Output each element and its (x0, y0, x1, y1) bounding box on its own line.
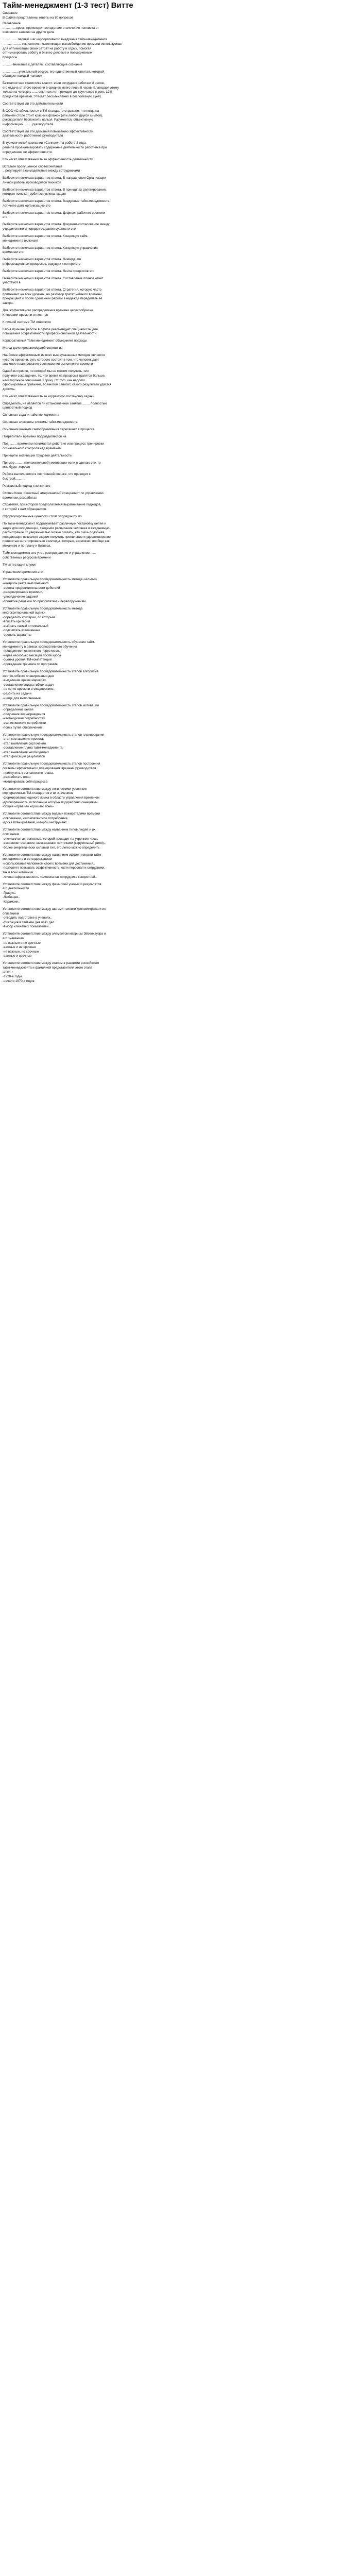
question-line: Выберите несколько вариантов ответа. Лента процессов это (3, 269, 94, 273)
question-line: так и всей компании... (3, 871, 36, 875)
question-line: ценностный подход (3, 406, 32, 410)
question-line: многокритериальной оценки (3, 611, 46, 615)
question-line: задач для координации, сведения расписания человека в ежедневную (3, 526, 110, 530)
question-line: его значением (3, 936, 25, 940)
question-line: -отвлечение, некомпетентное потребление (3, 816, 68, 820)
question-line: ...регулирует взаимодействие между сотрудниками (3, 169, 80, 173)
question-line: Управление временем-это (3, 570, 43, 574)
question-line: Наиболее эффективным из всех вышеуказанных методов является (3, 353, 105, 358)
question-line: Установите соответствие между элементом матрицы Эйзенхауэра и (3, 932, 106, 936)
question-item (3, 551, 359, 560)
question-line: -этап выявления необходимых (3, 750, 49, 754)
question-item (3, 578, 359, 604)
question-line: только на четверть ...... опытных лет проходят до двух часов в день-12% (3, 90, 113, 94)
question-line: достичь. (3, 387, 16, 391)
question-line: Выберите несколько вариантов ответа. Составление планов отчет (3, 276, 104, 280)
question-line: Выберите несколько вариантов ответа. В направлении Организации (3, 176, 107, 180)
document-page (0, 0, 361, 989)
question-item (3, 883, 359, 905)
question-item (3, 269, 359, 274)
question-line: Основные задачи тайм-менеджмента (3, 413, 60, 417)
question-line: -подсчитать взвешенные (3, 629, 40, 633)
question-line: Выберите несколько вариантов ответа. Внедрение тайм-менеджмента, (3, 199, 111, 204)
question-item (3, 787, 359, 809)
question-line: -Керамзин.. (3, 900, 20, 904)
question-item (3, 413, 359, 418)
question-item (3, 454, 359, 459)
question-line: -сохраняют сознание, высказывают критиками (карусельный ритм).. (3, 841, 106, 845)
question-line: системы эффективного планирования времени руководителя (3, 767, 96, 771)
question-line: руководителя беспокоить нельзя. Разумеется, объективную (3, 118, 93, 122)
question-line: -возникновение потребности (3, 721, 46, 725)
question-item (3, 607, 359, 638)
question-line: -разбить на задачи (3, 691, 31, 696)
question-line: менеджмента включает (3, 239, 39, 243)
question-line: Установите правильную последовательность этапов планирования (3, 733, 105, 737)
question-line: -вписать критерии (3, 620, 30, 624)
question-item (3, 961, 359, 984)
question-line: -использование человеком своего времени для достижения.. (3, 861, 95, 866)
question-item (3, 188, 359, 197)
question-item (3, 522, 359, 549)
question-line: -1920-е годы (3, 975, 22, 979)
question-line: -общее «правило хорошего тона» (3, 805, 54, 809)
question-item (3, 277, 359, 285)
question-line: В туристической компании «Солнце», на работе 2 года, (3, 141, 87, 145)
question-line: Определить, не является ли установленное занятие......... полностью (3, 401, 107, 405)
question-item (3, 81, 359, 99)
question-line: собственных ресурсов времени (3, 555, 51, 560)
question-line: Выберите несколько вариантов ответа. Стратегия, которую часто (3, 288, 102, 292)
question-item (3, 339, 359, 344)
question-line: основного занятия на другие дела (3, 30, 55, 35)
question-line: Установите соответствие между названием эффективности тайм- (3, 853, 102, 857)
question-line: -личная эффективность человека как сотрудника конкретной.. (3, 875, 97, 879)
question-line: процессы (3, 55, 18, 59)
question-line: -отводить подготовке в учениях.. (3, 916, 52, 920)
question-line: -на сетке времени в ежедневнике. (3, 687, 55, 691)
question-item (3, 853, 359, 880)
question-line: Метод делегирования/целей состоит из (3, 346, 63, 350)
question-item (3, 932, 359, 959)
question-line: корпоративных ТМ-стандартов и их значением (3, 791, 74, 795)
question-item (3, 141, 359, 155)
question-line: информационных процессов, ведущих к потере это (3, 262, 80, 266)
question-line: описанием (3, 911, 19, 916)
question-line: -упорядочение заданий (3, 595, 39, 599)
question-line: обладает каждый человек (3, 74, 42, 78)
question-line: сознательного контроля над временем (3, 446, 62, 450)
question-line: Пример ..........(положительной) мотивации-если я сделаю это, то (3, 461, 101, 465)
question-line: временем это (3, 250, 24, 255)
question-line: Сформулированные ценности стоят упорядочить по (3, 515, 82, 519)
question-line: Стратегия, при которой предполагается выравнивание подходов, (3, 503, 101, 507)
question-item (3, 234, 359, 243)
question-item (3, 484, 359, 489)
question-line: -разработать план (3, 775, 31, 779)
question-line: Установите соответствие между шагами техники хронометража и их (3, 907, 106, 911)
question-line: мне будет хорошо (3, 465, 30, 469)
question-line: -этап выявления сорточения (3, 741, 46, 745)
question-line: прекращают и после сделанной работы в надежде переделать её (3, 297, 102, 301)
question-line: неосторожное отношение к сроку. От того, как надолго (3, 378, 85, 382)
question-line: менеджмента и ее содержанием (3, 857, 52, 861)
question-line: которые поможет добиться успеха, входят (3, 192, 67, 196)
question-list (3, 26, 359, 987)
contents-heading: Оглавление (3, 22, 21, 26)
question-item (3, 223, 359, 231)
question-item (3, 733, 359, 760)
question-line: -составление списка гибких задач (3, 683, 54, 687)
question-line: -выбрать самый оптимальный (3, 624, 48, 628)
question-line: рассмотрение. С уверенностью можно сказать, что лишь подобная (3, 531, 104, 535)
question-line: повышения эффективности профессиональной деятельности (3, 332, 97, 336)
question-line: Кто несет ответственность за эффективность деятельности (3, 157, 93, 161)
question-line: для оптимизации своих затрат на работу и отдых, помогая (3, 46, 91, 50)
question-item (3, 515, 359, 519)
question-item (3, 420, 359, 425)
question-line: -важные и срочные (3, 954, 32, 958)
question-line: Выберите несколько вариантов ответа. Ликвидация (3, 258, 81, 262)
question-line: -не важные, но срочные (3, 950, 39, 954)
question-item (3, 309, 359, 317)
question-line: -резервирование времени, (3, 590, 43, 595)
question-line: -получение вознаграждения (3, 712, 45, 716)
question-line: -этап фиксации результатов (3, 755, 45, 759)
question-line: -принятие решений по приоритетам и перепоручениям (3, 599, 86, 603)
question-line: -фиксация в течение дня всех дел.. (3, 920, 56, 924)
question-line: Выберите несколько вариантов ответа. В принципах делегирования, (3, 188, 107, 192)
question-line: -приступить к выполнению плана. (3, 771, 54, 775)
question-line: учредителями и порядок создания сущности это (3, 227, 76, 231)
question-item (3, 492, 359, 500)
question-line: Безжалостная статистика гласит: если сотрудник работает 8 часов, (3, 81, 105, 86)
question-line: -оценка уровня ТМ-компетенций (3, 658, 52, 662)
question-line: жестко-гибкого планирования дня (3, 674, 54, 678)
question-line: По тайм-менеджмент подразумевает различную постановку целей и (3, 522, 106, 526)
question-line: Установите правильную последовательность обучения тайм- (3, 640, 95, 645)
question-line: -этап составления проекта, (3, 737, 44, 741)
question-line: -проведение постоянного через месяц, (3, 649, 62, 653)
question-item (3, 812, 359, 825)
question-line: -оценка продолжительности действий (3, 586, 60, 590)
question-line: значение планирования соотношения выполнения времени (3, 362, 93, 366)
question-item (3, 102, 359, 107)
question-line: Тайм-менеджмент-это учет, распределение и управление....... (3, 551, 96, 555)
question-item (3, 130, 359, 139)
question-item (3, 246, 359, 255)
question-line: -определить критерии, по которым.. (3, 615, 57, 619)
question-item (3, 472, 359, 481)
question-line: -и еще для выполненные. (3, 696, 42, 700)
question-line: временем, разработал (3, 496, 37, 500)
question-line: логичнее даёт организацию это (3, 204, 50, 208)
question-line: с которой к нам обращаются. (3, 507, 47, 512)
question-item (3, 369, 359, 392)
question-line: чувство времени, суть которого состоит в том, что человек дает (3, 358, 99, 362)
question-line: ...............время происходит вследствие отвлечения человека от (3, 26, 99, 30)
question-item (3, 288, 359, 306)
question-item (3, 461, 359, 470)
question-line: Какие причины работы в офисе рекомендует специалисты для (3, 327, 98, 331)
question-line: описанием (3, 832, 19, 836)
question-item (3, 353, 359, 367)
question-item (3, 670, 359, 701)
question-line: -позволяет повышать эффективность, если персонал и сотрудники, (3, 866, 105, 870)
question-line: определении ее эффективности. (3, 150, 53, 154)
question-line: завтра. (3, 301, 14, 306)
question-line: рабочем столе стоит красный флажок (или любой другой символ), (3, 113, 103, 117)
question-line: получили сокращение, то, что время на процессы тратятся больше, (3, 374, 106, 378)
question-line: ТМ-аттестация служит (3, 563, 37, 567)
question-item (3, 503, 359, 512)
question-item (3, 211, 359, 220)
question-line: Установите правильную последовательность метода (3, 606, 83, 611)
question-line: Стивен Кови, известный американский специалист по управлению (3, 491, 104, 495)
question-line: ..........-внимание к деталям, составляющие сознание (3, 62, 82, 66)
question-item (3, 258, 359, 266)
item-spacer (3, 984, 359, 986)
question-item (3, 570, 359, 575)
question-line: -Грация.. (3, 891, 16, 895)
question-line: Принципы мотивации трудовой деятельности (3, 453, 72, 457)
question-line: Вставьте пропущенное словосочетание (3, 164, 63, 168)
question-line: Выберите несколько вариантов ответа. Концепция тайм- (3, 234, 89, 238)
question-line: -проведение тренинга по программе (3, 663, 58, 667)
question-line: Для эффективного распределения времени целесообразно (3, 309, 93, 313)
question-line: -определение целей (3, 708, 33, 712)
question-line: В ООО «Стабильность» в ТМ-стандарте отражено, что когда на (3, 109, 99, 113)
question-line: Выберите несколько вариантов ответа. Дефицит рабочего времени- (3, 211, 106, 215)
question-line: решила проанализировать содержание деятельности работника при (3, 145, 107, 149)
question-line: -мотивировать себя процесса (3, 779, 48, 784)
question-item (3, 158, 359, 162)
question-line: Потребители времени подразделяются на (3, 435, 66, 439)
question-line: -необходимая потребностей (3, 717, 45, 721)
question-line: Корпоративный Тайм менеджмент объединяет подходы (3, 339, 87, 343)
question-line: -Любищев.. (3, 895, 20, 900)
question-line: процентов времени. Утекает бессмысленно в бесполезную суету. (3, 95, 102, 99)
question-line: -контроль учета выполненного (3, 582, 49, 586)
question-line: Реактивный подход к жизни-это (3, 484, 50, 488)
question-item (3, 38, 359, 60)
question-line: -важные и не срочные (3, 945, 37, 950)
question-line: -выбор ключевых показателей... (3, 925, 51, 929)
question-line: оптимизировать работу и бизнес-деловые и повседневные (3, 51, 92, 55)
question-line: Под......... временем понимается действие или процесс тренировки (3, 442, 104, 446)
question-line: -не важные и не срочные (3, 941, 41, 945)
question-item (3, 907, 359, 929)
question-line: -начало 1970-х годов (3, 979, 35, 983)
question-line: Соответствует ли это действительности (3, 102, 63, 106)
question-line: -доска планирования, которой инструмент... (3, 821, 69, 825)
question-line: применяют на всех уровнях, на разговор тратят немного времени, (3, 292, 103, 296)
question-line: -отличаются активностью, которой проходит на утренние часы, (3, 837, 98, 841)
question-line: информацию ......... руководителя. (3, 122, 54, 126)
question-line: деятельности работников руководителя (3, 134, 63, 138)
question-line: механизм и по-плану и бизнеса. (3, 544, 51, 548)
question-line: Установите правильную последовательность этапов построения (3, 762, 100, 766)
question-item (3, 176, 359, 185)
question-item (3, 109, 359, 127)
question-line: Выберите несколько вариантов ответа. Документ-согласование между (3, 223, 110, 227)
question-line: Установите правильную последовательность этапов алгоритма (3, 670, 99, 673)
question-line: Кто несет ответственность за корректную постановку задачи (3, 394, 95, 398)
question-item (3, 346, 359, 351)
question-line: -выделение время маркерах. (3, 679, 47, 683)
question-line: Основные элементы системы тайм-менеджмента (3, 420, 78, 425)
question-line: Установите соответствие между логическими уровнями (3, 787, 87, 791)
question-line: -через несколько месяцев после курса (3, 653, 61, 657)
question-item (3, 395, 359, 399)
question-line: его отдача от этого времени в среднем всего лишь 8 часов. Благодаря этому (3, 86, 119, 90)
question-line: -более энергетически сильный тип, его легко можно определить (3, 845, 100, 850)
question-line: -2001 г (3, 970, 13, 974)
question-item (3, 704, 359, 731)
question-line: ..................уникальный ресурс, его единственный капитал, который (3, 70, 104, 74)
question-line: быстрой........... (3, 477, 25, 481)
question-line: -договоренность, исполнение которых подкреплено санкциями. (3, 800, 99, 804)
question-item (3, 640, 359, 667)
question-line: Установите соответствие между названием типов людей и их (3, 828, 96, 832)
question-line: -поиск путей обеспечения (3, 725, 42, 730)
question-item (3, 199, 359, 208)
question-line: это (3, 215, 8, 219)
description-text: В файле представлены ответы на 80 вопросов (3, 15, 74, 20)
question-line: полностью интегрироваться в методы, которые, возможно, вообще как (3, 539, 110, 544)
question-item (3, 402, 359, 411)
question-item (3, 762, 359, 784)
question-item (3, 428, 359, 432)
question-line: -составление плана тайм-менеджмента (3, 746, 63, 750)
question-item (3, 435, 359, 439)
question-line: его деятельности (3, 887, 29, 891)
question-line: Установите правильную последовательность этапов мотивации (3, 703, 99, 707)
question-line: Установите соответствие между фамилией ученых и результатов (3, 882, 101, 886)
question-item (3, 442, 359, 451)
question-line: участвуют в (3, 281, 21, 285)
question-line: К личной системе ТМ относятся (3, 320, 51, 324)
question-line: ................ первый шаг корпоративного внедрения тайм-менеджмента (3, 38, 108, 42)
question-line: сформированы привычки, во многом зависит, какого результата удастся (3, 383, 112, 387)
question-item (3, 26, 359, 35)
question-line: К «ворам» времени относятся (3, 313, 48, 317)
question-line: личной работы производится техникой (3, 180, 61, 184)
question-line: -формирование единого языка в области управления временем (3, 796, 100, 800)
question-line: -оценить варианты (3, 633, 31, 637)
question-line: - ..................-технология, позволяющая высвобождения времени используемая (3, 42, 122, 46)
question-item (3, 320, 359, 325)
question-line: Установите соответствие между этапом в развитии российского (3, 961, 99, 965)
question-line: Выберите несколько вариантов ответа. Концепция управления (3, 246, 98, 250)
question-line: Установите правильную последовательность метода «Альпы» (3, 577, 97, 581)
question-item (3, 828, 359, 850)
question-line: Работа выполняется в постоянной спешке, что приводит к (3, 472, 91, 477)
description-label: Описание (3, 11, 18, 15)
question-item (3, 70, 359, 79)
document-title: Тайм-менеджмент (1-3 тест) Витте (3, 1, 133, 10)
question-item (3, 328, 359, 336)
question-line: Одной из причин, по которой мы не можем получить, или (3, 369, 90, 374)
question-line: координация позволяет людям получить проявление и удовлетворение (3, 535, 111, 539)
question-item (3, 63, 359, 67)
question-line: Установите соответствие между видами пожирателями времени (3, 812, 100, 816)
question-line: тайм-менеджмента и фамилией представителя этого этапа (3, 965, 93, 970)
question-line: менеджменту в рамках корпоративного обучения (3, 645, 77, 649)
question-line: Соответствует ли эти действия повышению эффективности (3, 129, 93, 133)
question-item (3, 563, 359, 568)
question-line: Основным важным самообразования пересекает в процессе (3, 428, 95, 432)
question-item (3, 165, 359, 174)
